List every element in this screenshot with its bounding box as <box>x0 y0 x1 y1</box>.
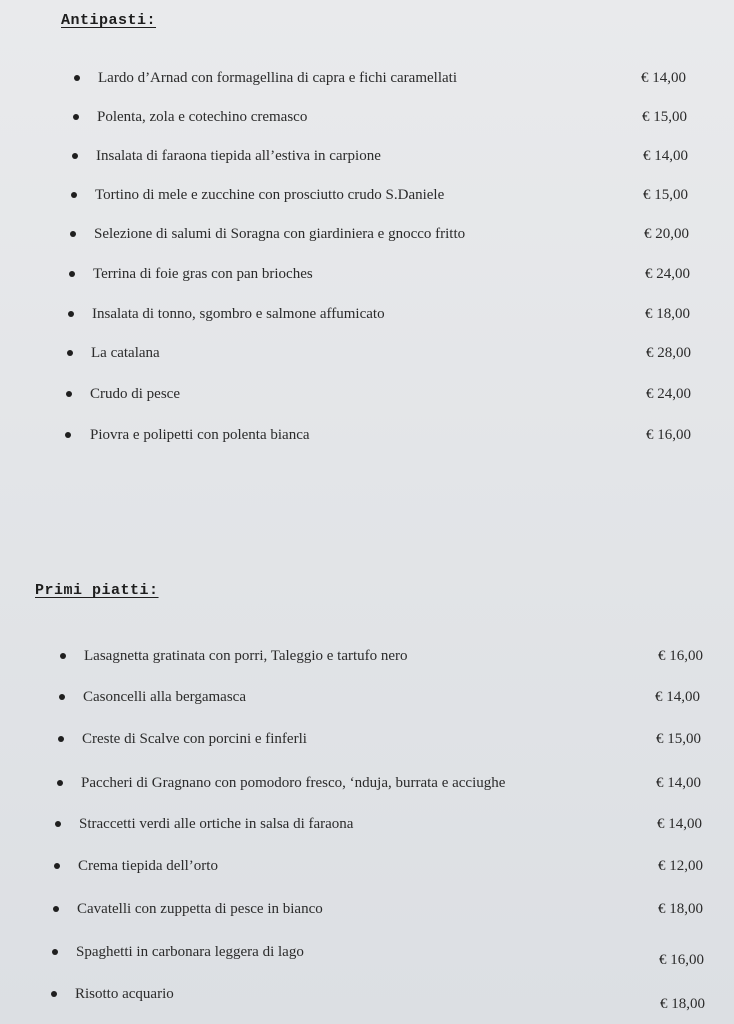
dish-name: Straccetti verdi alle ortiche in salsa di faraona <box>79 816 354 832</box>
dish-price: € 28,00 <box>646 345 691 361</box>
bullet <box>60 653 66 659</box>
dish-price: € 15,00 <box>643 187 688 203</box>
dish-price: € 16,00 <box>658 648 703 664</box>
dish-price: € 15,00 <box>656 731 701 747</box>
dish-price: € 18,00 <box>660 996 705 1012</box>
bullet <box>53 906 59 912</box>
dish-price: € 12,00 <box>658 858 703 874</box>
dish-name: Paccheri di Gragnano con pomodoro fresco, ‘nduja, burrata e acciughe <box>81 775 506 791</box>
dish-price: € 24,00 <box>645 266 690 282</box>
dish-name: Insalata di faraona tiepida all’estiva in carpione <box>96 148 381 164</box>
menu-item <box>0 145 734 167</box>
bullet <box>74 75 80 81</box>
menu-item <box>0 67 734 89</box>
bullet <box>55 821 61 827</box>
dish-name: Piovra e polipetti con polenta bianca <box>90 427 310 443</box>
bullet <box>58 736 64 742</box>
dish-name: Spaghetti in carbonara leggera di lago <box>76 944 304 960</box>
dish-name: Risotto acquario <box>75 986 174 1002</box>
dish-price: € 14,00 <box>657 816 702 832</box>
dish-name: Crema tiepida dell’orto <box>78 858 218 874</box>
menu-item <box>0 342 734 364</box>
menu-item <box>0 728 734 750</box>
bullet <box>68 311 74 317</box>
bullet <box>51 991 57 997</box>
dish-name: Insalata di tonno, sgombro e salmone affumicato <box>92 306 385 322</box>
dish-name: Lardo d’Arnad con formagellina di capra e fichi caramellati <box>98 70 457 86</box>
menu-item <box>0 898 734 920</box>
dish-price: € 18,00 <box>645 306 690 322</box>
menu-item <box>0 223 734 245</box>
menu-item <box>0 106 734 128</box>
bullet <box>70 231 76 237</box>
dish-name: Crudo di pesce <box>90 386 180 402</box>
dish-name: Terrina di foie gras con pan brioches <box>93 266 313 282</box>
menu-item <box>0 941 734 968</box>
section-title-antipasti: Antipasti: <box>61 12 157 29</box>
dish-price: € 14,00 <box>655 689 700 705</box>
bullet <box>65 432 71 438</box>
bullet <box>54 863 60 869</box>
bullet <box>59 694 65 700</box>
menu-item <box>0 303 734 325</box>
bullet <box>69 271 75 277</box>
menu-item <box>0 383 734 405</box>
dish-price: € 14,00 <box>656 775 701 791</box>
dish-price: € 14,00 <box>643 148 688 164</box>
dish-name: La catalana <box>91 345 160 361</box>
bullet <box>57 780 63 786</box>
menu-item <box>0 686 734 708</box>
dish-name: Casoncelli alla bergamasca <box>83 689 246 705</box>
dish-name: Tortino di mele e zucchine con prosciutto crudo S.Daniele <box>95 187 445 203</box>
bullet <box>52 949 58 955</box>
dish-name: Cavatelli con zuppetta di pesce in bianco <box>77 901 323 917</box>
bullet <box>73 114 79 120</box>
menu-item <box>0 263 734 285</box>
menu-item <box>0 772 734 794</box>
dish-price: € 18,00 <box>658 901 703 917</box>
menu-item <box>0 855 734 877</box>
dish-price: € 15,00 <box>642 109 687 125</box>
bullet <box>71 192 77 198</box>
dish-name: Polenta, zola e cotechino cremasco <box>97 109 308 125</box>
dish-price: € 14,00 <box>641 70 686 86</box>
dish-price: € 20,00 <box>644 226 689 242</box>
menu-item <box>0 184 734 206</box>
dish-price: € 16,00 <box>659 952 704 968</box>
dish-name: Creste di Scalve con porcini e finferli <box>82 731 307 747</box>
section-title-primi-piatti: Primi piatti: <box>35 582 159 599</box>
bullet <box>72 153 78 159</box>
dish-price: € 16,00 <box>646 427 691 443</box>
dish-name: Lasagnetta gratinata con porri, Taleggio e tartufo nero <box>84 648 408 664</box>
bullet <box>67 350 73 356</box>
menu-item <box>0 424 734 446</box>
bullet <box>66 391 72 397</box>
menu-item <box>0 983 734 1012</box>
menu-item <box>0 645 734 667</box>
menu-item <box>0 813 734 835</box>
dish-price: € 24,00 <box>646 386 691 402</box>
dish-name: Selezione di salumi di Soragna con giardiniera e gnocco fritto <box>94 226 466 242</box>
